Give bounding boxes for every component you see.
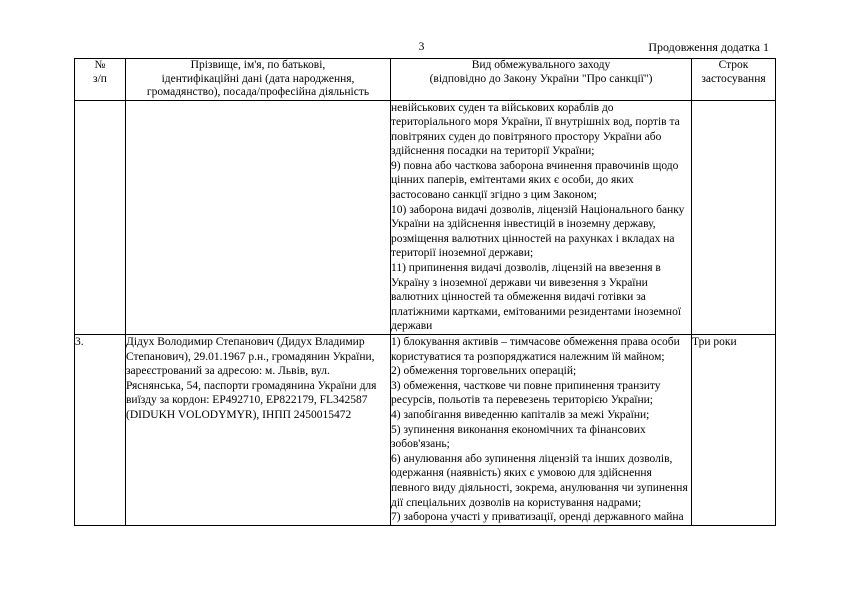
measure-paragraph: 9) повна або часткова заборона вчинення правочинів щодо цінних паперів, емітентами яких є особи, до яких застосовано санкції згідно з цим Законом; bbox=[391, 159, 679, 202]
column-header-term bbox=[692, 59, 776, 101]
measure-paragraph: 7) заборона участі у приватизації, оренді державного майна bbox=[391, 511, 684, 524]
sanctions-table bbox=[74, 58, 776, 526]
column-header-person-line2: ідентифікаційні дані (дата народження, bbox=[161, 72, 355, 85]
table-head bbox=[75, 59, 776, 101]
table-row bbox=[75, 335, 776, 526]
column-header-person bbox=[126, 59, 391, 101]
row-measures bbox=[391, 100, 692, 335]
measure-paragraph: 3) обмеження, часткове чи повне припинення транзиту ресурсів, польотів та перевезень територією України; bbox=[391, 379, 661, 407]
page-number: 3 bbox=[418, 41, 425, 53]
row-person: Дідух Володимир Степанович (Дидух Владимир Степанович), 29.01.1967 р.н., громадянин України, зареєстрований за адресою: м. Львів, вул. Ряснянська, 54, паспорти громадянина України для виїзду за кордон: ЕР492710, ЕР822179, FL342587 (DIDUKH VOLODYMYR), ІНПП 2450015472 bbox=[126, 335, 391, 526]
row-term: Три роки bbox=[692, 335, 776, 526]
measure-paragraph: невійськових суден та військових кораблів до територіального моря України, її внутрішніх вод, портів та повітряних суден до повітряного простору України або здійснення посадки на території України; bbox=[391, 101, 680, 158]
column-header-person-line3: громадянство), посада/професійна діяльність bbox=[146, 86, 370, 98]
row-number: 3. bbox=[75, 335, 126, 526]
column-header-measure-line1: Вид обмежувального заходу bbox=[471, 59, 611, 71]
column-header-person-line1: Прізвище, ім'я, по батькові, bbox=[190, 59, 326, 71]
row-term bbox=[692, 100, 776, 335]
table-header-row bbox=[75, 59, 776, 101]
measure-paragraph: 10) заборона видачі дозволів, ліцензій Національного банку України на здійснення інвестицій в іноземну державу, розміщення валютних цінностей на рахунках і вкладах на території іноземної держави; bbox=[391, 203, 685, 260]
column-header-term-line2: застосування bbox=[701, 72, 766, 85]
row-measures bbox=[391, 335, 692, 526]
row-person bbox=[126, 100, 391, 335]
column-header-measure bbox=[391, 59, 692, 101]
measure-paragraph: 1) блокування активів – тимчасове обмеження права особи користуватися та розпоряджатися належним їй майном; bbox=[391, 336, 680, 363]
measure-paragraph: 11) припинення видачі дозволів, ліцензій на ввезення в Україну з іноземної держави чи вивезення з України валютних цінностей та обмеження видачі готівки за платіжними картками, емітованими резидентами іноземної держави bbox=[391, 262, 682, 333]
table-body bbox=[75, 100, 776, 525]
column-header-number bbox=[75, 59, 126, 101]
measure-paragraph: 2) обмеження торговельних операцій; bbox=[391, 365, 577, 378]
measure-paragraph: 5) зупинення виконання економічних та фінансових зобов'язань; bbox=[391, 423, 646, 451]
measure-paragraph: 4) запобігання виведенню капіталів за межі України; bbox=[391, 408, 650, 421]
column-header-number-line1: № bbox=[94, 59, 106, 71]
column-header-number-line2: з/п bbox=[93, 72, 107, 85]
table-row bbox=[75, 100, 776, 335]
measure-paragraph: 6) анулювання або зупинення ліцензій та інших дозволів, одержання (наявність) яких є умовою для здійснення певного виду діяльності, зокрема, анулювання чи зупинення дії спеціальних дозволів на користування надрами; bbox=[391, 452, 688, 509]
column-header-term-line1: Строк bbox=[718, 59, 749, 71]
column-header-measure-line2: (відповідно до Закону України "Про санкції") bbox=[429, 72, 653, 85]
page-header bbox=[0, 40, 843, 58]
continuation-label: Продовження додатка 1 bbox=[648, 40, 769, 54]
row-number bbox=[75, 100, 126, 335]
